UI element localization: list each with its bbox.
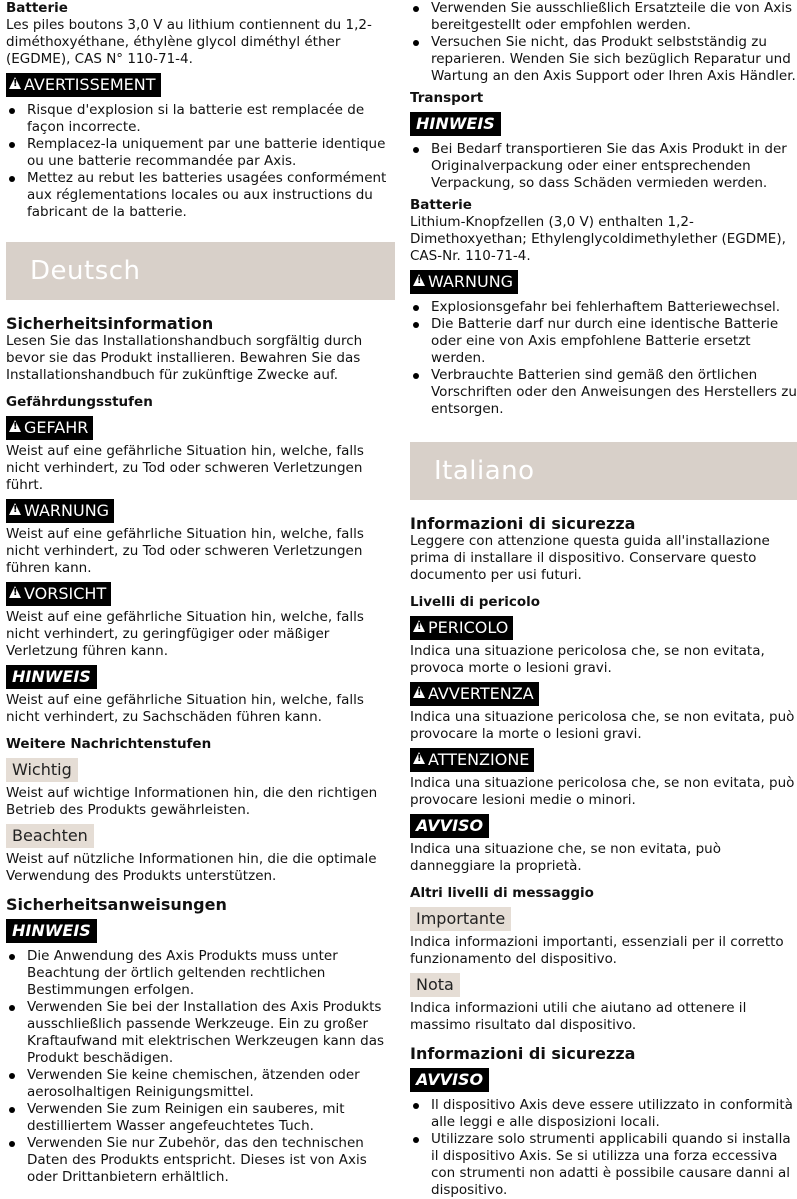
list-item: Verwenden Sie nur Zubehör, das den technischen Daten des Produkts entspricht. Dieses ist von Axis oder Drittanbietern erhältlich. <box>6 1135 395 1186</box>
badge-label: GEFAHR <box>24 418 89 437</box>
fr-battery-title: Batterie <box>6 0 68 16</box>
vorsicht-text: Weist auf eine gefährliche Situation hin, welche, falls nicht verhindert, zu geringfügiger oder mäßiger Verletzung führen kann. <box>6 609 364 659</box>
wichtig-text: Weist auf wichtige Informationen hin, die den richtigen Betrieb des Produkts gewährleisten. <box>6 785 378 818</box>
fr-battery-text: Les piles boutons 3,0 V au lithium contiennent du 1,2-diméthoxyéthane, éthylène glycol diméthyl éther (EGDME), CAS N° 110-71-4. <box>6 17 372 67</box>
de-levels-title: Gefährdungsstufen <box>6 394 153 410</box>
warning-triangle-icon <box>413 620 425 632</box>
right-column <box>410 0 797 1199</box>
transport-hinweis-badge: HINWEIS <box>410 112 501 136</box>
importante-text: Indica informazioni importanti, essenziali per il corretto funzionamento del dispositivo. <box>410 934 784 967</box>
warning-triangle-icon <box>413 686 425 698</box>
it-instr-avviso-badge: AVVISO <box>410 1068 489 1092</box>
avvertenza-badge <box>410 682 539 706</box>
de-transport-title: Transport <box>410 90 484 106</box>
beachten-badge: Beachten <box>6 824 94 848</box>
list-item: Il dispositivo Axis deve essere utilizzato in conformità alle leggi e alle disposizioni locali. <box>410 1097 797 1131</box>
warnung-badge <box>6 499 114 523</box>
fr-warning-badge <box>6 73 161 97</box>
it-instr-list <box>410 1097 797 1199</box>
gefahr-text: Weist auf eine gefährliche Situation hin, welche, falls nicht verhindert, zu Tod oder schweren Verletzungen führt. <box>6 443 364 493</box>
language-heading-deutsch: Deutsch <box>6 242 395 300</box>
badge-label: WARNUNG <box>428 272 514 291</box>
wichtig-badge: Wichtig <box>6 758 78 782</box>
badge-label: AVERTISSEMENT <box>24 75 156 94</box>
left-column <box>6 0 395 1186</box>
warning-triangle-icon <box>9 77 21 89</box>
de-transport-list <box>410 141 797 192</box>
de-instr-list <box>6 948 395 1186</box>
warning-triangle-icon <box>9 503 21 515</box>
instr-hinweis-badge: HINWEIS <box>6 919 97 943</box>
de-other-title: Weitere Nachrichtenstufen <box>6 736 212 752</box>
de-battery-list <box>410 299 797 418</box>
list-item: Utilizzare solo strumenti applicabili quando si installa il dispositivo Axis. Se si utilizza una forza eccessiva con strumenti non adatti è possibile causare danni al dispositivo. <box>410 1131 797 1199</box>
avviso-badge: AVVISO <box>410 814 489 838</box>
warnung-text: Weist auf eine gefährliche Situation hin, welche, falls nicht verhindert, zu Tod oder schweren Verletzungen führen kann. <box>6 526 364 576</box>
avviso-text: Indica una situazione che, se non evitata, può danneggiare la proprietà. <box>410 841 721 874</box>
pericolo-text: Indica una situazione pericolosa che, se non evitata, provoca morte o lesioni gravi. <box>410 643 765 676</box>
de-safety-title: Sicherheitsinformation <box>6 314 214 333</box>
beachten-text: Weist auf nützliche Informationen hin, die die optimale Verwendung des Produkts unterstützen. <box>6 851 377 884</box>
battery-warnung-badge <box>410 270 518 294</box>
list-item: Die Anwendung des Axis Produkts muss unter Beachtung der örtlich geltenden rechtlichen Bestimmungen erfolgen. <box>6 948 395 999</box>
list-item: Verwenden Sie ausschließlich Ersatzteile die von Axis bereitgestellt oder empfohlen werden. <box>410 0 797 34</box>
fr-warning-list <box>6 102 395 221</box>
attenzione-badge <box>410 748 534 772</box>
warning-triangle-icon <box>413 274 425 286</box>
list-item: Risque d'explosion si la batterie est remplacée de façon incorrecte. <box>6 102 395 136</box>
nota-text: Indica informazioni utili che aiutano ad ottenere il massimo risultato dal dispositivo. <box>410 1000 747 1033</box>
hinweis-badge: HINWEIS <box>6 665 97 689</box>
hinweis-text: Weist auf eine gefährliche Situation hin, welche, falls nicht verhindert, zu Sachschäden führen kann. <box>6 692 364 725</box>
vorsicht-badge <box>6 582 111 606</box>
list-item: Verwenden Sie keine chemischen, ätzenden oder aerosolhaltigen Reinigungsmittel. <box>6 1067 395 1101</box>
it-other-title: Altri livelli di messaggio <box>410 885 594 901</box>
de-battery-text: Lithium-Knopfzellen (3,0 V) enthalten 1,2-Dimethoxyethan; Ethylenglycoldimethylether (EGDME), CAS-Nr. 110-71-4. <box>410 214 786 264</box>
list-item: Verwenden Sie bei der Installation des Axis Produkts ausschließlich passende Werkzeuge. Ein zu großer Kraftaufwand mit elektrischen Werkzeugen kann das Produkt beschädigen. <box>6 999 395 1067</box>
list-item: Bei Bedarf transportieren Sie das Axis Produkt in der Originalverpackung oder einer entsprechenden Verpackung, so dass Schäden vermieden werden. <box>410 141 797 192</box>
it-levels-title: Livelli di pericolo <box>410 594 541 610</box>
it-instr-title: Informazioni di sicurezza <box>410 1044 636 1063</box>
list-item: Remplacez-la uniquement par une batterie identique ou une batterie recommandée par Axis. <box>6 136 395 170</box>
list-item: Explosionsgefahr bei fehlerhaftem Batteriewechsel. <box>410 299 797 316</box>
attenzione-text: Indica una situazione pericolosa che, se non evitata, può provocare lesioni medie o minori. <box>410 775 795 808</box>
badge-label: AVVERTENZA <box>428 684 534 703</box>
badge-label: ATTENZIONE <box>428 750 530 769</box>
it-safety-title: Informazioni di sicurezza <box>410 514 636 533</box>
badge-label: VORSICHT <box>24 584 107 603</box>
warning-triangle-icon <box>9 420 21 432</box>
it-safety-text: Leggere con attenzione questa guida all'installazione prima di installare il dispositivo. Conservare questo documento per usi futuri. <box>410 533 770 583</box>
list-item: Versuchen Sie nicht, das Produkt selbstständig zu reparieren. Wenden Sie sich bezüglich Reparatur und Wartung an den Axis Support oder Ihren Axis Händler. <box>410 34 797 85</box>
nota-badge: Nota <box>410 973 460 997</box>
gefahr-badge <box>6 416 93 440</box>
list-item: Die Batterie darf nur durch eine identische Batterie oder eine von Axis empfohlene Batterie ersetzt werden. <box>410 316 797 367</box>
de-safety-text: Lesen Sie das Installationshandbuch sorgfältig durch bevor sie das Produkt installieren. Bewahren Sie das Installationshandbuch für zukünftige Zwecke auf. <box>6 333 363 383</box>
de-instr-title: Sicherheitsanweisungen <box>6 895 227 914</box>
de-battery-title: Batterie <box>410 197 472 213</box>
de-instr-cont-list <box>410 0 797 85</box>
badge-label: PERICOLO <box>428 618 509 637</box>
warning-triangle-icon <box>9 586 21 598</box>
language-heading-italiano: Italiano <box>410 442 797 500</box>
list-item: Verbrauchte Batterien sind gemäß den örtlichen Vorschriften oder den Anweisungen des Herstellers zu entsorgen. <box>410 367 797 418</box>
badge-label: WARNUNG <box>24 501 110 520</box>
list-item: Verwenden Sie zum Reinigen ein sauberes, mit destilliertem Wasser angefeuchtetes Tuch. <box>6 1101 395 1135</box>
avvertenza-text: Indica una situazione pericolosa che, se non evitata, può provocare la morte o lesioni gravi. <box>410 709 795 742</box>
importante-badge: Importante <box>410 907 511 931</box>
list-item: Mettez au rebut les batteries usagées conformément aux réglementations locales ou aux instructions du fabricant de la batterie. <box>6 170 395 221</box>
warning-triangle-icon <box>413 752 425 764</box>
pericolo-badge <box>410 616 513 640</box>
